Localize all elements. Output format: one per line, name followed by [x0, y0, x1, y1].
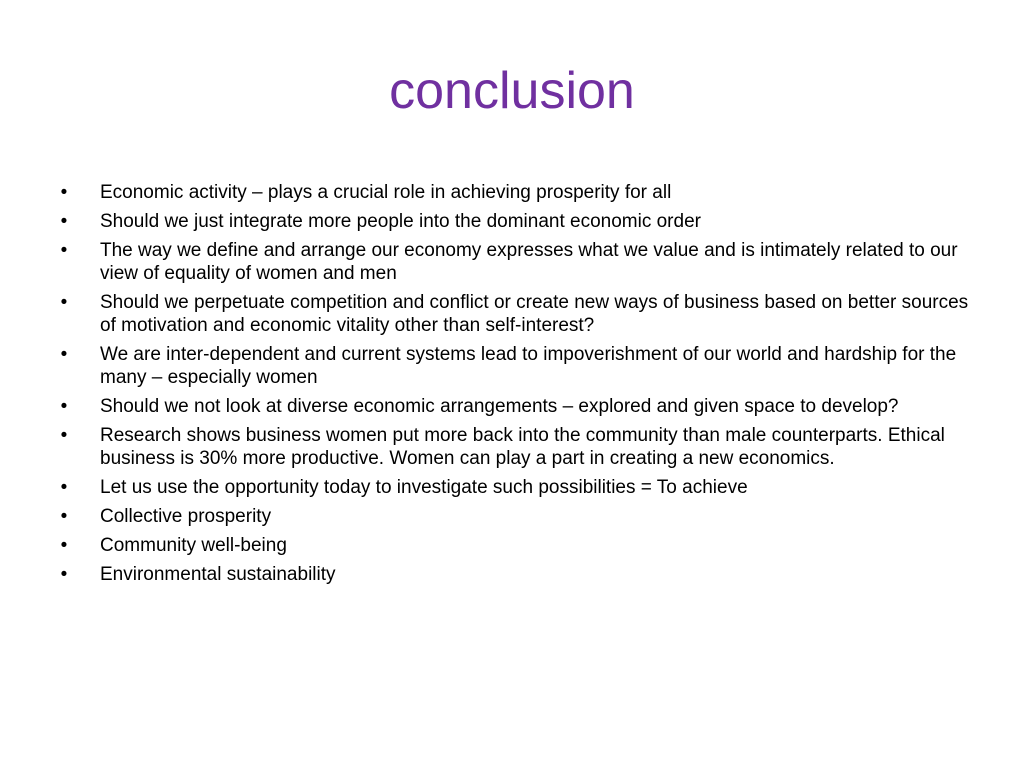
- bullet-item: [58, 239, 978, 285]
- bullet-text: Economic activity – plays a crucial role in achieving prosperity for all: [100, 182, 672, 203]
- bullet-dot-icon: •: [60, 240, 68, 261]
- bullet-dot-icon: •: [60, 292, 68, 313]
- bullet-item: [58, 424, 978, 470]
- bullet-item: [58, 505, 978, 528]
- bullet-dot-icon: •: [60, 564, 68, 585]
- bullet-text: We are inter-dependent and current systems lead to impoverishment of our world and hardship for the many – especially women: [100, 344, 957, 388]
- bullet-item: [58, 210, 978, 233]
- bullet-item: [58, 534, 978, 557]
- bullet-text: Let us use the opportunity today to investigate such possibilities = To achieve: [100, 477, 748, 498]
- bullet-dot-icon: •: [60, 182, 68, 203]
- bullet-text: Research shows business women put more back into the community than male counterparts. Ethical business is 30% more productive. Women can play a part in creating a new economics.: [100, 425, 945, 469]
- bullet-dot-icon: •: [60, 211, 68, 232]
- bullet-text: Should we not look at diverse economic arrangements – explored and given space to develop?: [100, 396, 899, 417]
- bullet-text: Environmental sustainability: [100, 564, 336, 585]
- bullet-dot-icon: •: [60, 535, 68, 556]
- bullet-text: Collective prosperity: [100, 506, 272, 527]
- bullet-text: Should we perpetuate competition and conflict or create new ways of business based on better sources of motivation and economic vitality other than self-interest?: [100, 292, 969, 336]
- bullet-dot-icon: •: [60, 396, 68, 417]
- bullet-text: The way we define and arrange our economy expresses what we value and is intimately related to our view of equality of women and men: [100, 240, 958, 284]
- bullet-item: [58, 563, 978, 586]
- bullet-dot-icon: •: [60, 477, 68, 498]
- bullet-item: [58, 343, 978, 389]
- bullet-item: [58, 291, 978, 337]
- bullet-item: [58, 181, 978, 204]
- bullet-text: Should we just integrate more people into the dominant economic order: [100, 211, 701, 232]
- bullet-item: [58, 476, 978, 499]
- slide-title: conclusion: [389, 62, 635, 120]
- bullet-dot-icon: •: [60, 506, 68, 527]
- bullet-text: Community well-being: [100, 535, 287, 556]
- bullet-item: [58, 395, 978, 418]
- bullet-dot-icon: •: [60, 344, 68, 365]
- bullet-list: [58, 181, 978, 592]
- bullet-dot-icon: •: [60, 425, 68, 446]
